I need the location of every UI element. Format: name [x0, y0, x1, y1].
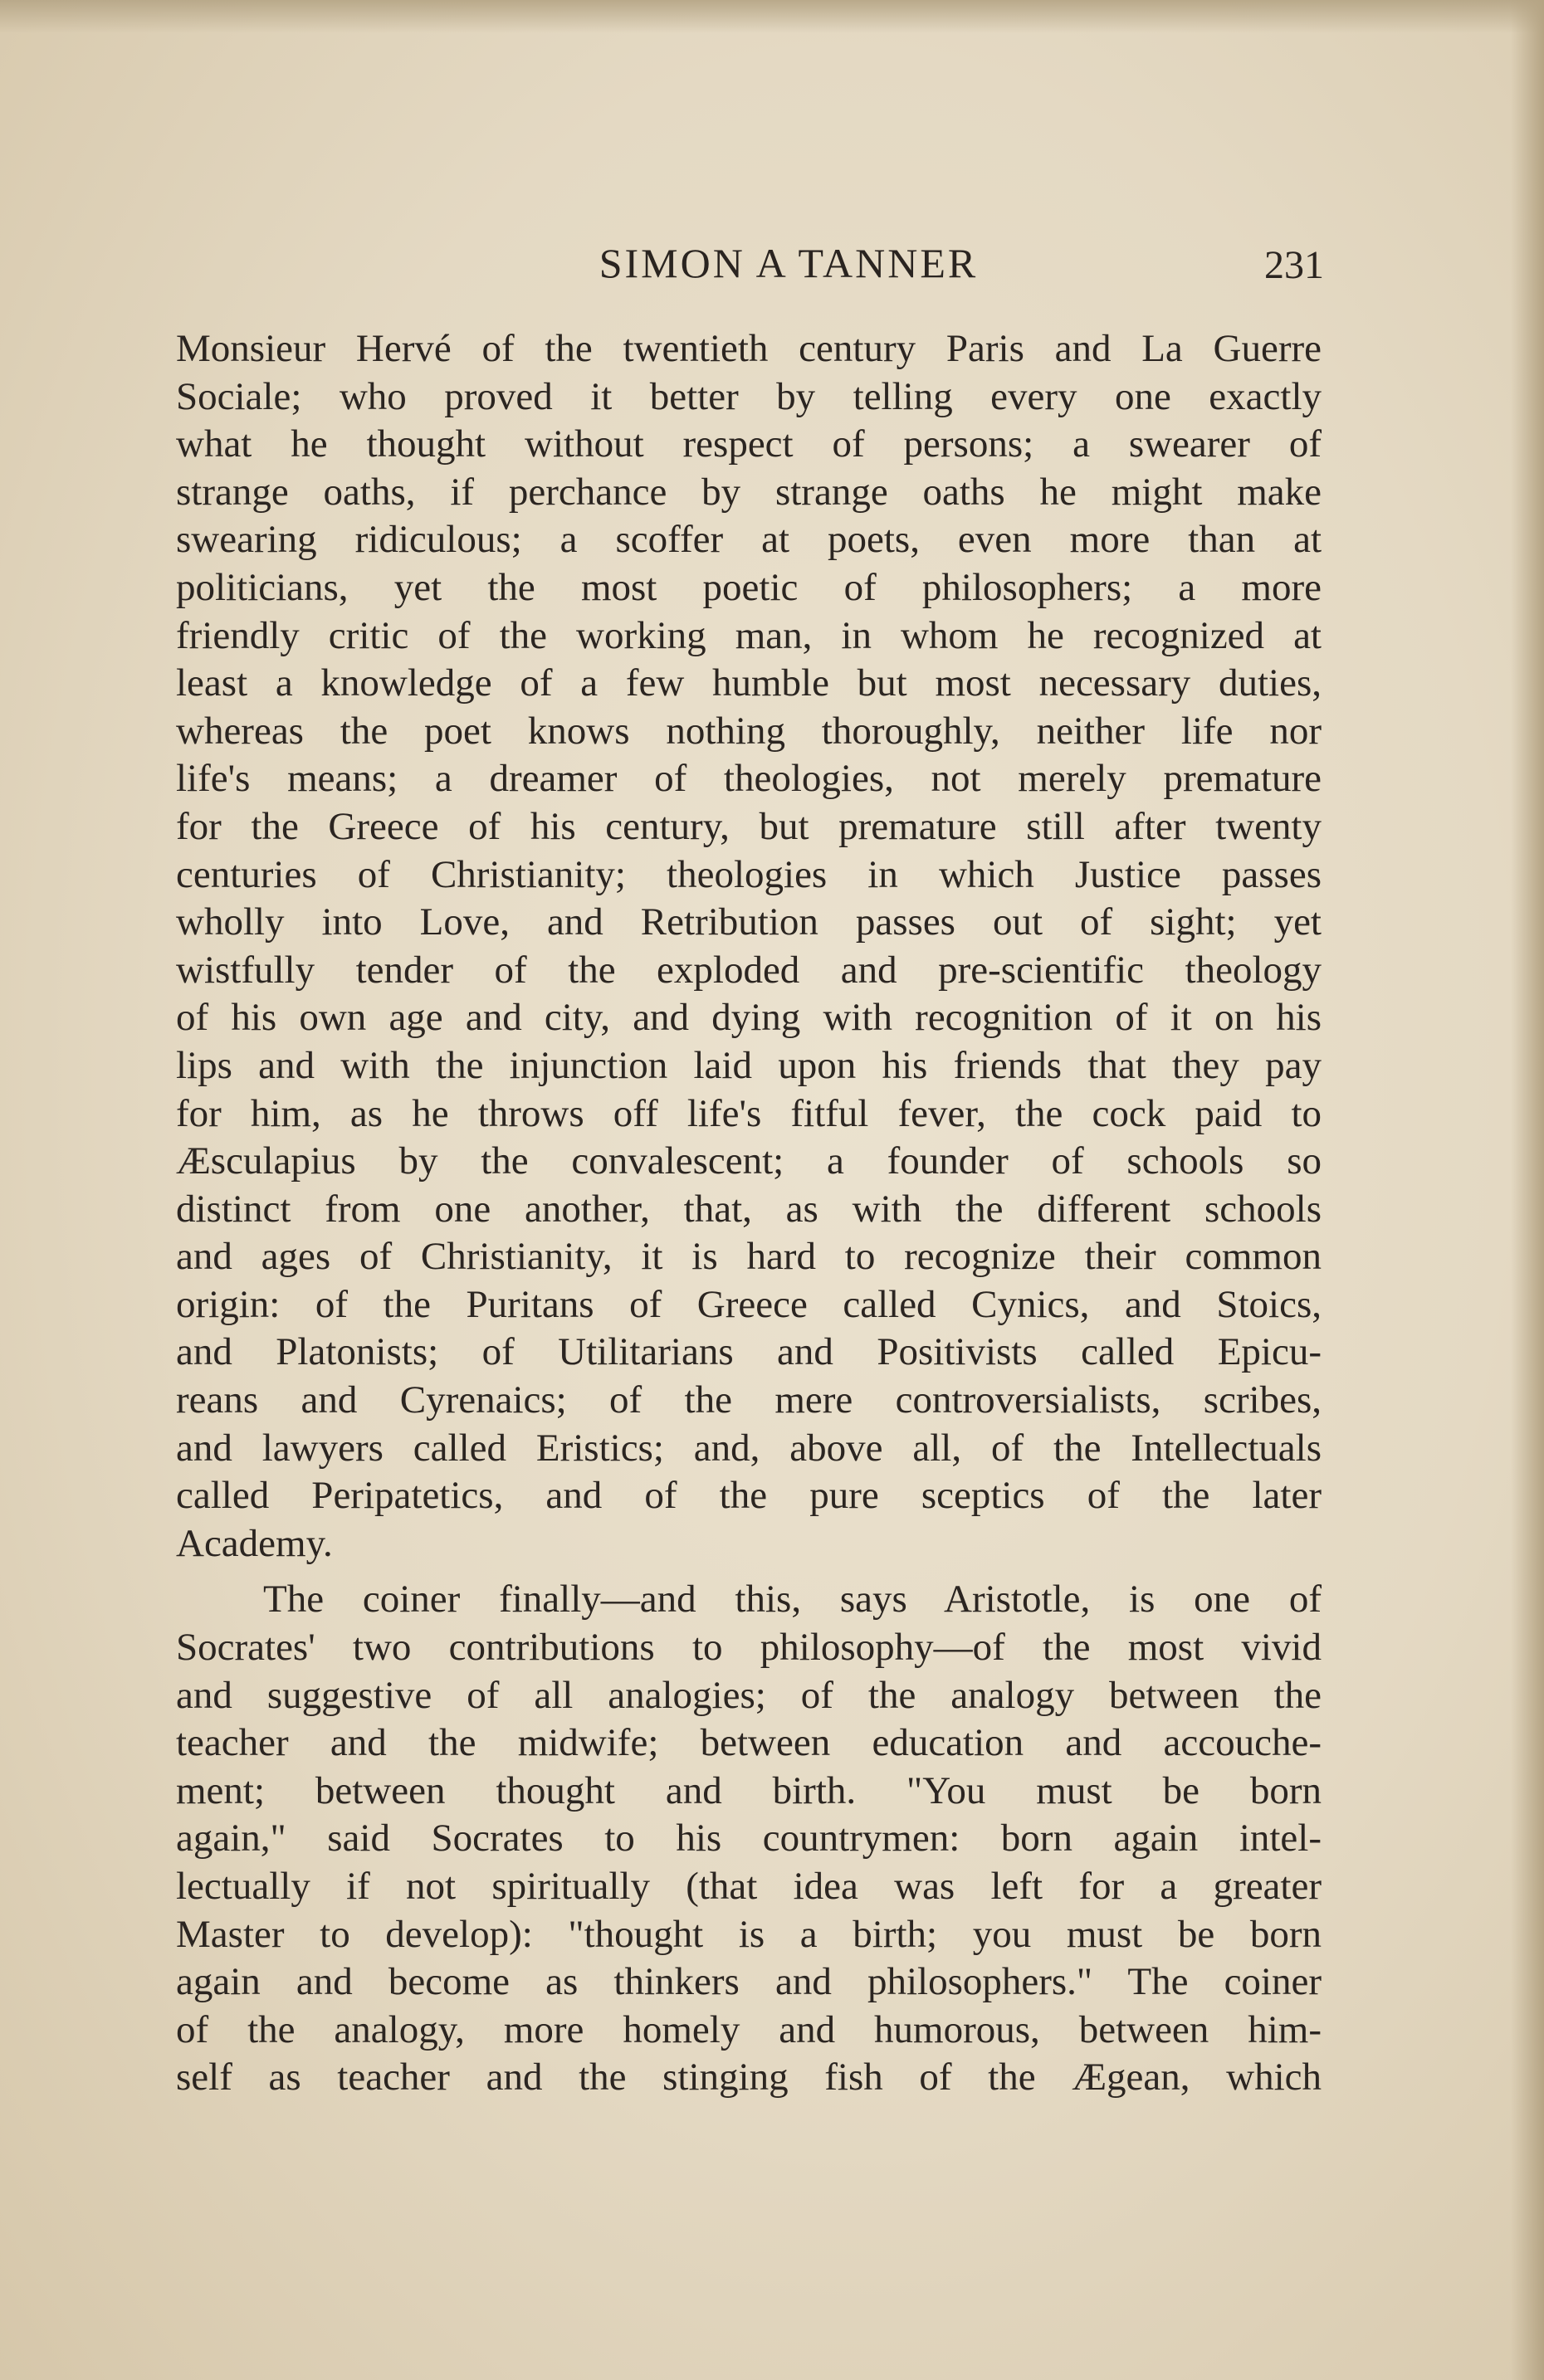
text-line: friendly critic of the working man, in whom he recognized at — [176, 613, 1322, 657]
text-line: distinct from one another, that, as with the different schools — [176, 1187, 1322, 1231]
text-line: called Peripatetics, and of the pure sceptics of the later — [176, 1474, 1322, 1518]
text-line: Socrates' two contributions to philosophy—of the most vivid — [176, 1626, 1322, 1670]
text-line: for the Greece of his century, but premature still after twenty — [176, 804, 1322, 848]
text-line: Master to develop): "thought is a birth; you must be born — [176, 1912, 1322, 1956]
body-text — [176, 325, 1322, 2102]
text-line: self as teacher and the stinging fish of the Ægean, which — [176, 2056, 1322, 2100]
text-line: life's means; a dreamer of theologies, not merely premature — [176, 757, 1322, 801]
text-line: for him, as he throws off life's fitful fever, the cock paid to — [176, 1091, 1322, 1135]
paragraph-gap — [176, 1568, 1322, 1576]
text-line: Academy. — [176, 1521, 333, 1565]
text-line: Monsieur Hervé of the twentieth century Paris and La Guerre — [176, 327, 1322, 370]
text-line: reans and Cyrenaics; of the mere controversialists, scribes, — [176, 1378, 1322, 1422]
text-line: strange oaths, if perchance by strange oaths he might make — [176, 470, 1322, 514]
text-line: teacher and the midwife; between education and accouche- — [176, 1721, 1322, 1765]
text-line: least a knowledge of a few humble but most necessary duties, — [176, 661, 1322, 705]
text-line: of the analogy, more homely and humorous, between him- — [176, 2007, 1322, 2051]
running-head — [0, 239, 1544, 289]
paragraph-2 — [176, 1576, 1322, 2102]
text-line: again," said Socrates to his countrymen: born again intel- — [176, 1817, 1322, 1861]
text-line: and ages of Christianity, it is hard to recognize their common — [176, 1235, 1322, 1279]
text-line: lips and with the injunction laid upon his friends that they pay — [176, 1043, 1322, 1087]
text-line: politicians, yet the most poetic of philosophers; a more — [176, 565, 1322, 609]
text-line: wistfully tender of the exploded and pre-scientific theology — [176, 948, 1322, 992]
text-line: again and become as thinkers and philosophers." The coiner — [176, 1960, 1322, 2004]
text-line: swearing ridiculous; a scoffer at poets, even more than at — [176, 518, 1322, 562]
page-number: 231 — [1264, 243, 1324, 287]
text-line: Sociale; who proved it better by telling every one exactly — [176, 374, 1322, 418]
text-line: what he thought without respect of persons; a swearer of — [176, 422, 1322, 466]
text-line: Æsculapius by the convalescent; a founder of schools so — [176, 1139, 1322, 1183]
running-title: SIMON A TANNER — [599, 240, 979, 286]
text-line: origin: of the Puritans of Greece called Cynics, and Stoics, — [176, 1282, 1322, 1326]
text-line: of his own age and city, and dying with recognition of it on his — [176, 996, 1322, 1040]
text-line: and Platonists; of Utilitarians and Positivists called Epicu- — [176, 1330, 1322, 1374]
text-line: wholly into Love, and Retribution passes out of sight; yet — [176, 900, 1322, 944]
text-line: and lawyers called Eristics; and, above all, of the Intellectuals — [176, 1426, 1322, 1470]
paragraph-1 — [176, 325, 1322, 1568]
text-line: ment; between thought and birth. "You must be born — [176, 1768, 1322, 1812]
text-line: The coiner finally—and this, says Aristotle, is one of — [263, 1578, 1322, 1622]
text-line: whereas the poet knows nothing thoroughly, neither life nor — [176, 709, 1322, 753]
text-line: and suggestive of all analogies; of the analogy between the — [176, 1673, 1322, 1717]
text-line: centuries of Christianity; theologies in which Justice passes — [176, 852, 1322, 896]
text-line: lectually if not spiritually (that idea was left for a greater — [176, 1865, 1322, 1908]
